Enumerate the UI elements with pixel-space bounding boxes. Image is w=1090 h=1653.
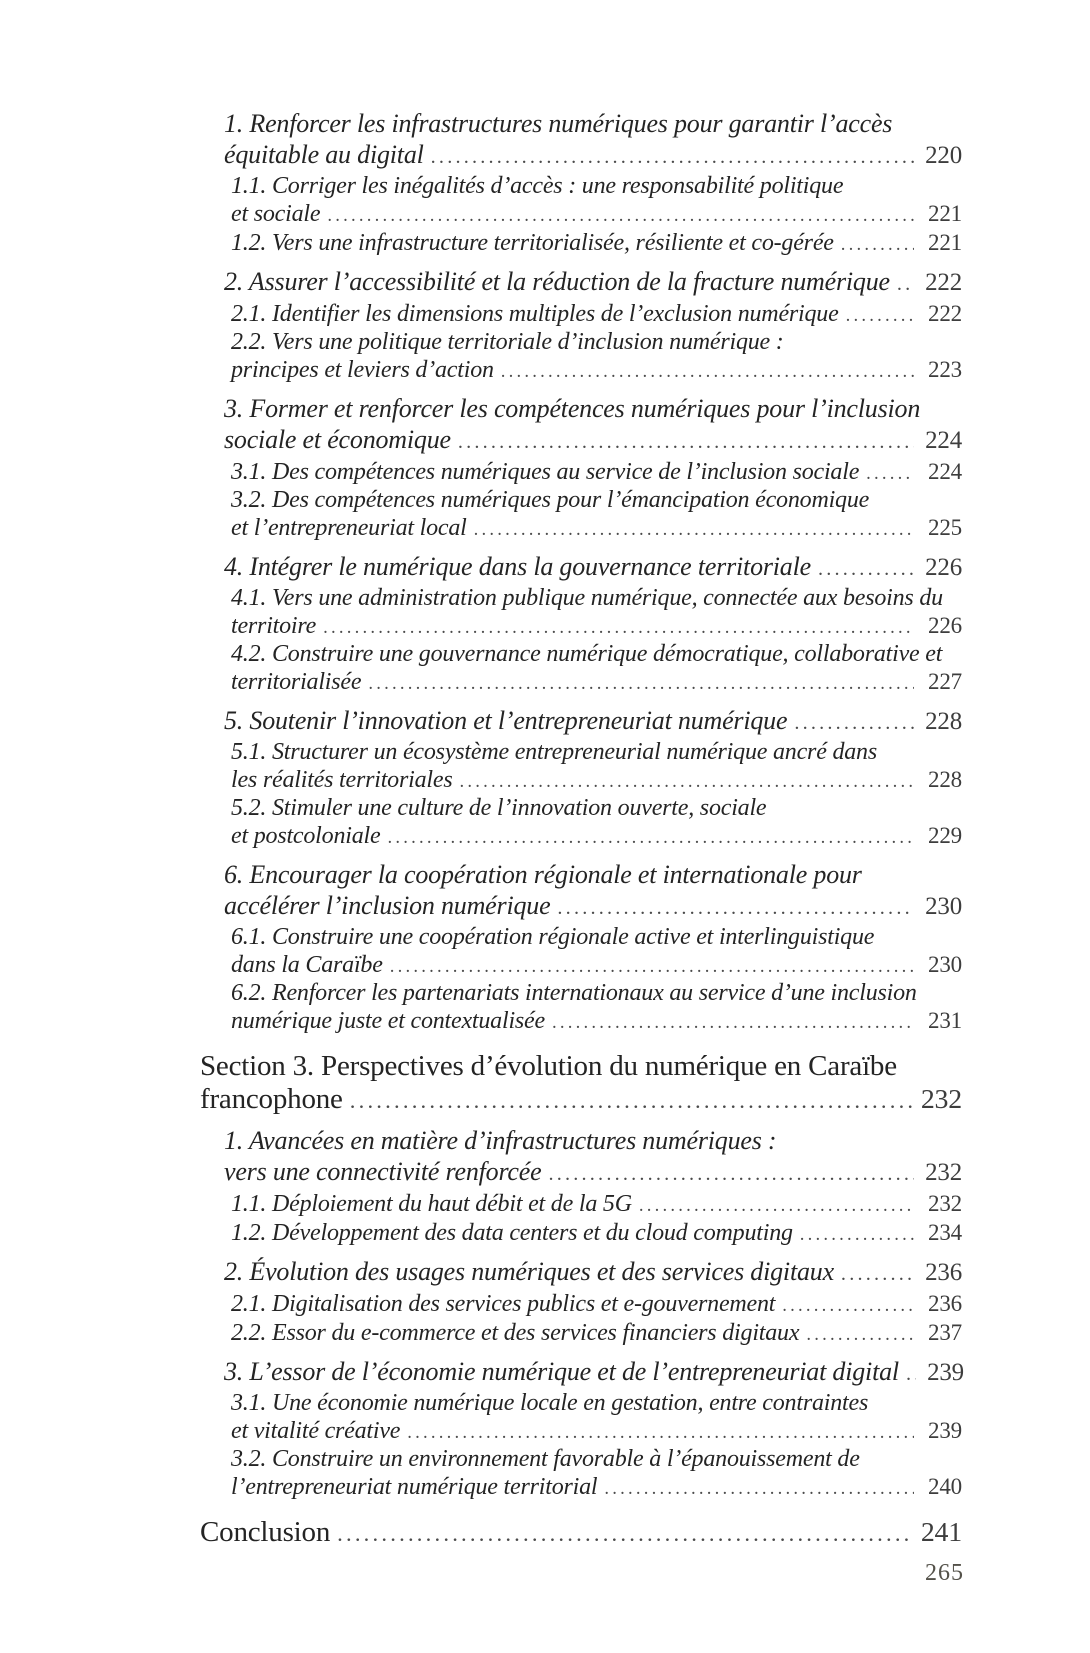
- dot-leader: [501, 358, 914, 385]
- toc-entry-line: [231, 668, 962, 697]
- toc-entry-title: 2.1. Digitalisation des services publics et e-gouvernement: [231, 1291, 776, 1317]
- toc-entry-title: 3.2. Construire un environnement favorable à l’épanouissement de: [231, 1446, 860, 1472]
- toc-entry-line: [231, 1390, 962, 1417]
- toc-entry: [231, 1390, 962, 1446]
- toc-entry-page-number: 222: [925, 269, 962, 296]
- dot-leader: [806, 1321, 914, 1348]
- dot-leader: [337, 1517, 914, 1550]
- toc-entry-title: et sociale: [231, 201, 321, 227]
- toc-entry-title: accélérer l’inclusion numérique: [224, 891, 551, 920]
- toc-entry-line: [224, 890, 962, 924]
- toc-entry-line: [231, 795, 962, 822]
- toc-entry-page-number: 240: [928, 1473, 962, 1499]
- toc-entry-line: [231, 951, 962, 980]
- toc-entry-title: 3. L’essor de l’économie numérique et de l’entrepreneuriat digital: [224, 1357, 899, 1386]
- toc-entry-title: 1.1. Déploiement du haut débit et de la 5G: [231, 1191, 632, 1217]
- toc-entry-line: [224, 139, 962, 173]
- toc-entry-title: les réalités territoriales: [231, 767, 453, 793]
- dot-leader: [387, 824, 914, 851]
- toc-entry-title: et vitalité créative: [231, 1418, 401, 1444]
- toc-entry-line: [231, 356, 962, 385]
- dot-leader: [458, 427, 914, 458]
- toc-entry: [231, 980, 962, 1036]
- dot-leader: [327, 202, 914, 229]
- dot-leader: [390, 953, 914, 980]
- page-folio-number: 265: [925, 1560, 964, 1586]
- toc-entry-line: [224, 424, 962, 458]
- toc-entry-title: et l’entrepreneuriat local: [231, 515, 467, 541]
- toc-entry-line: [231, 173, 962, 200]
- toc-entry: [231, 487, 962, 543]
- toc-entry-page-number: 227: [928, 668, 962, 694]
- dot-leader: [323, 614, 914, 641]
- dot-leader: [604, 1475, 914, 1502]
- toc-entry-line: [231, 980, 962, 1007]
- toc-entry-page-number: 221: [928, 229, 962, 255]
- toc-entry: [231, 229, 962, 258]
- table-of-contents: [200, 100, 962, 1550]
- toc-section-heading: [200, 1050, 962, 1117]
- toc-entry-page-number: 220: [925, 142, 962, 169]
- toc-entry-page-number: 232: [920, 1084, 962, 1115]
- toc-entry-title: vers une connectivité renforcée: [224, 1157, 542, 1186]
- toc-entry-title: 2.1. Identifier les dimensions multiples de l’exclusion numérique: [231, 301, 839, 327]
- toc-entry-title: 1. Renforcer les infrastructures numériques pour garantir l’accès: [224, 109, 893, 138]
- dot-leader: [557, 893, 914, 924]
- toc-entry-title: 2.2. Vers une politique territoriale d’inclusion numérique :: [231, 329, 784, 355]
- toc-entry-title: 2. Évolution des usages numériques et des services digitaux: [224, 1257, 834, 1286]
- toc-entry: [224, 393, 962, 458]
- toc-entry-page-number: 239: [928, 1417, 962, 1443]
- toc-entry-line: [231, 766, 962, 795]
- toc-entry-title: 2. Assurer l’accessibilité et la réduction de la fracture numérique: [224, 267, 890, 296]
- toc-entry-title: 4.2. Construire une gouvernance numérique démocratique, collaborative et: [231, 641, 943, 667]
- toc-entry-line: [231, 585, 962, 612]
- toc-entry: [231, 173, 962, 229]
- toc-entry-page-number: 225: [928, 514, 962, 540]
- toc-entry-line: [200, 1516, 962, 1550]
- toc-entry: [224, 551, 962, 585]
- dot-leader: [841, 231, 914, 258]
- toc-entry-page-number: 229: [928, 822, 962, 848]
- toc-entry-line: [224, 1256, 962, 1290]
- toc-entry-line: [200, 1083, 962, 1117]
- dot-leader: [906, 1359, 916, 1390]
- toc-entry: [224, 859, 962, 924]
- dot-leader: [639, 1192, 914, 1219]
- toc-entry-line: [224, 859, 962, 890]
- toc-entry-line: [231, 1219, 962, 1248]
- toc-entry-page-number: 237: [928, 1319, 962, 1345]
- toc-entry-title: numérique juste et contextualisée: [231, 1008, 545, 1034]
- toc-entry-line: [200, 1050, 962, 1083]
- dot-leader: [794, 708, 914, 739]
- dot-leader: [866, 460, 914, 487]
- dot-leader: [818, 554, 914, 585]
- toc-entry-page-number: 223: [928, 356, 962, 382]
- toc-entry-page-number: 224: [925, 427, 962, 454]
- dot-leader: [800, 1221, 914, 1248]
- toc-entry-title: 6.2. Renforcer les partenariats internationaux au service d’une inclusion: [231, 980, 917, 1006]
- dot-leader: [897, 269, 914, 300]
- toc-entry: [224, 1356, 962, 1390]
- dot-leader: [552, 1009, 914, 1036]
- toc-entry: [231, 795, 962, 851]
- toc-entry-page-number: 241: [920, 1517, 962, 1548]
- toc-entry-line: [231, 1446, 962, 1473]
- toc-entry-line: [224, 705, 962, 739]
- toc-entry-page-number: 232: [925, 1159, 962, 1186]
- toc-entry-page-number: 230: [928, 951, 962, 977]
- toc-entry-title: 1.2. Développement des data centers et du cloud computing: [231, 1220, 793, 1246]
- toc-entry-line: [231, 822, 962, 851]
- dot-leader: [782, 1292, 914, 1319]
- toc-entry-title: l’entrepreneuriat numérique territorial: [231, 1474, 598, 1500]
- dot-leader: [841, 1259, 914, 1290]
- toc-entry-line: [231, 200, 962, 229]
- toc-entry: [231, 739, 962, 795]
- toc-entry: [231, 329, 962, 385]
- toc-entry: [231, 1446, 962, 1502]
- toc-entry-page-number: 226: [925, 554, 962, 581]
- toc-entry-line: [231, 300, 962, 329]
- toc-entry-line: [224, 1356, 962, 1390]
- toc-entry-line: [231, 612, 962, 641]
- toc-entry-page-number: 236: [928, 1290, 962, 1316]
- toc-entry-page-number: 232: [928, 1190, 962, 1216]
- toc-entry-title: Conclusion: [200, 1516, 331, 1548]
- toc-entry-page-number: 228: [925, 708, 962, 735]
- toc-entry-page-number: 222: [928, 300, 962, 326]
- toc-entry-line: [231, 514, 962, 543]
- toc-entry-title: 3. Former et renforcer les compétences numériques pour l’inclusion: [224, 394, 921, 423]
- toc-entry-page-number: 230: [925, 893, 962, 920]
- dot-leader: [548, 1159, 914, 1190]
- toc-entry-line: [231, 458, 962, 487]
- toc-entry: [224, 1125, 962, 1190]
- toc-entry-title: 4. Intégrer le numérique dans la gouvernance territoriale: [224, 552, 811, 581]
- dot-leader: [459, 768, 914, 795]
- toc-entry-title: équitable au digital: [224, 140, 424, 169]
- toc-entry-line: [224, 1125, 962, 1156]
- dot-leader: [474, 516, 914, 543]
- toc-entry-page-number: 221: [928, 200, 962, 226]
- toc-entry-page-number: 234: [928, 1219, 962, 1245]
- toc-entry-title: 4.1. Vers une administration publique numérique, connectée aux besoins du: [231, 585, 943, 611]
- toc-entry-title: et postcoloniale: [231, 823, 381, 849]
- toc-entry-line: [231, 1319, 962, 1348]
- toc-entry-title: Section 3. Perspectives d’évolution du numérique en Caraïbe: [200, 1050, 897, 1082]
- toc-entry-title: principes et leviers d’action: [231, 357, 494, 383]
- toc-entry-line: [231, 924, 962, 951]
- toc-entry-title: 6. Encourager la coopération régionale et internationale pour: [224, 860, 862, 889]
- toc-entry: [231, 300, 962, 329]
- toc-entry: [231, 458, 962, 487]
- toc-entry: [231, 1290, 962, 1319]
- toc-entry-line: [231, 1417, 962, 1446]
- toc-entry-line: [231, 1290, 962, 1319]
- toc-entry-title: territoire: [231, 613, 317, 639]
- toc-entry-line: [231, 1190, 962, 1219]
- toc-entry-title: 6.1. Construire une coopération régionale active et interlinguistique: [231, 924, 875, 950]
- toc-entry-title: 5.1. Structurer un écosystème entrepreneurial numérique ancré dans: [231, 739, 877, 765]
- toc-entry-line: [231, 1473, 962, 1502]
- toc-entry-title: 3.1. Des compétences numériques au service de l’inclusion sociale: [231, 459, 860, 485]
- toc-entry: [231, 924, 962, 980]
- toc-entry-title: territorialisée: [231, 669, 362, 695]
- toc-entry-title: 3.1. Une économie numérique locale en gestation, entre contraintes: [231, 1390, 869, 1416]
- toc-entry-line: [231, 329, 962, 356]
- toc-entry: [224, 108, 962, 173]
- toc-entry: [231, 1219, 962, 1248]
- toc-entry-line: [231, 739, 962, 766]
- toc-entry: [224, 266, 962, 300]
- dot-leader: [368, 670, 914, 697]
- toc-entry-line: [224, 551, 962, 585]
- toc-entry-page-number: 224: [928, 458, 962, 484]
- toc-entry: [224, 705, 962, 739]
- toc-entry-line: [231, 229, 962, 258]
- toc-entry-line: [224, 393, 962, 424]
- toc-entry-title: 2.2. Essor du e-commerce et des services financiers digitaux: [231, 1320, 800, 1346]
- toc-entry-title: 3.2. Des compétences numériques pour l’émancipation économique: [231, 487, 870, 513]
- toc-entry-line: [224, 266, 962, 300]
- toc-entry: [231, 641, 962, 697]
- toc-entry-title: sociale et économique: [224, 425, 451, 454]
- toc-entry-line: [231, 641, 962, 668]
- toc-entry-page-number: 226: [928, 612, 962, 638]
- toc-entry-line: [231, 487, 962, 514]
- toc-entry-line: [224, 108, 962, 139]
- toc-entry-title: dans la Caraïbe: [231, 952, 383, 978]
- toc-entry: [231, 585, 962, 641]
- toc-entry: [224, 1256, 962, 1290]
- toc-entry-page-number: 239: [927, 1359, 964, 1386]
- toc-entry-title: francophone: [200, 1083, 343, 1115]
- toc-entry-title: 5. Soutenir l’innovation et l’entrepreneuriat numérique: [224, 706, 788, 735]
- toc-entry-line: [231, 1007, 962, 1036]
- toc-entry-page-number: 228: [928, 766, 962, 792]
- toc-entry-page-number: 231: [928, 1007, 962, 1033]
- toc-entry-line: [224, 1156, 962, 1190]
- toc-entry-title: 5.2. Stimuler une culture de l’innovation ouverte, sociale: [231, 795, 767, 821]
- toc-entry-title: 1. Avancées en matière d’infrastructures numériques :: [224, 1126, 777, 1155]
- dot-leader: [350, 1084, 914, 1117]
- toc-section-heading: [200, 1516, 962, 1550]
- dot-leader: [431, 142, 914, 173]
- dot-leader: [407, 1419, 914, 1446]
- toc-entry-title: 1.1. Corriger les inégalités d’accès : une responsabilité politique: [231, 173, 844, 199]
- toc-entry: [231, 1190, 962, 1219]
- toc-entry-title: 1.2. Vers une infrastructure territorialisée, résiliente et co-gérée: [231, 230, 834, 256]
- toc-entry: [231, 1319, 962, 1348]
- dot-leader: [846, 302, 914, 329]
- toc-entry-page-number: 236: [925, 1259, 962, 1286]
